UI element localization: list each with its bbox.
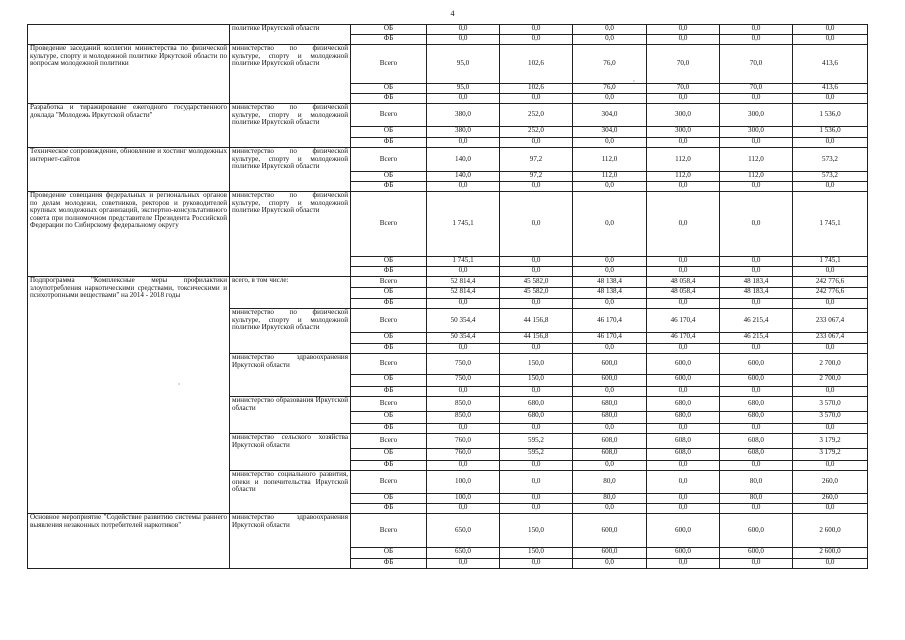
funding-source-cell: ОБ xyxy=(351,288,427,299)
total-value-cell: 0,0 xyxy=(793,461,868,471)
year-value-cell: 0,0 xyxy=(720,344,793,354)
year-value-cell: 595,2 xyxy=(500,434,573,449)
year-value-cell: 680,0 xyxy=(647,412,720,424)
funding-source-cell: ФБ xyxy=(351,182,427,192)
year-value-cell: 52 814,4 xyxy=(427,288,500,299)
year-value-cell: 112,0 xyxy=(573,172,647,182)
year-value-cell: 0,0 xyxy=(573,35,647,45)
funding-source-cell: ОБ xyxy=(351,375,427,387)
year-value-cell: 608,0 xyxy=(647,434,720,449)
total-value-cell: 3 570,0 xyxy=(793,412,868,424)
year-value-cell: 76,0 xyxy=(573,84,647,94)
year-value-cell: 0,0 xyxy=(720,461,793,471)
year-value-cell: 600,0 xyxy=(720,514,793,548)
total-value-cell: 0,0 xyxy=(793,424,868,434)
year-value-cell: 0,0 xyxy=(427,267,500,277)
year-value-cell: 0,0 xyxy=(720,504,793,514)
funding-source-cell: ФБ xyxy=(351,267,427,277)
year-value-cell: 44 156,8 xyxy=(500,309,573,333)
year-value-cell: 0,0 xyxy=(500,387,573,397)
year-value-cell: 0,0 xyxy=(720,94,793,104)
executor-cell: министерство социального развития, опеки и попечительства Иркутской области xyxy=(230,471,351,514)
funding-source-cell: ОБ xyxy=(351,84,427,94)
year-value-cell: 0,0 xyxy=(500,94,573,104)
year-value-cell: 70,0 xyxy=(720,45,793,84)
table-row xyxy=(28,25,868,35)
year-value-cell: 0,0 xyxy=(647,182,720,192)
executor-cell: министерство по физической культуре, спорту и молодежной политике Иркутской области xyxy=(230,309,351,354)
year-value-cell: 0,0 xyxy=(720,299,793,309)
total-value-cell: 573,2 xyxy=(793,148,868,172)
year-value-cell: 0,0 xyxy=(500,192,573,257)
year-value-cell: 150,0 xyxy=(500,375,573,387)
funding-source-cell: Всего xyxy=(351,104,427,127)
funding-source-cell: ОБ xyxy=(351,257,427,267)
year-value-cell: 48 058,4 xyxy=(647,277,720,288)
year-value-cell: 46 170,4 xyxy=(647,333,720,344)
year-value-cell: 112,0 xyxy=(647,172,720,182)
funding-source-cell: ФБ xyxy=(351,35,427,45)
year-value-cell: 0,0 xyxy=(573,182,647,192)
total-value-cell: 0,0 xyxy=(793,182,868,192)
year-value-cell: 0,0 xyxy=(647,25,720,35)
year-value-cell: 0,0 xyxy=(720,35,793,45)
year-value-cell: 0,0 xyxy=(500,138,573,148)
year-value-cell: 750,0 xyxy=(427,354,500,375)
funding-source-cell: Всего xyxy=(351,514,427,548)
funding-source-cell: ОБ xyxy=(351,494,427,504)
year-value-cell: 595,2 xyxy=(500,449,573,461)
total-value-cell: 0,0 xyxy=(793,138,868,148)
year-value-cell: 0,0 xyxy=(500,25,573,35)
year-value-cell: 0,0 xyxy=(427,94,500,104)
year-value-cell: 680,0 xyxy=(720,397,793,412)
year-value-cell: 650,0 xyxy=(427,548,500,559)
total-value-cell: 1 536,0 xyxy=(793,127,868,138)
executor-cell: всего, в том числе: xyxy=(230,277,351,309)
total-value-cell: 260,0 xyxy=(793,494,868,504)
year-value-cell: 0,0 xyxy=(427,461,500,471)
year-value-cell: 112,0 xyxy=(720,172,793,182)
year-value-cell: 46 215,4 xyxy=(720,309,793,333)
year-value-cell: 0,0 xyxy=(500,424,573,434)
year-value-cell: 252,0 xyxy=(500,127,573,138)
year-value-cell: 0,0 xyxy=(647,344,720,354)
total-value-cell: 242 776,6 xyxy=(793,288,868,299)
year-value-cell: 0,0 xyxy=(573,559,647,569)
year-value-cell: 0,0 xyxy=(427,344,500,354)
year-value-cell: 0,0 xyxy=(647,35,720,45)
year-value-cell: 300,0 xyxy=(720,104,793,127)
executor-cell: министерство по физической культуре, спорту и молодежной политике Иркутской области xyxy=(230,104,351,148)
year-value-cell: 50 354,4 xyxy=(427,333,500,344)
year-value-cell: 0,0 xyxy=(427,25,500,35)
total-value-cell: 0,0 xyxy=(793,267,868,277)
budget-table xyxy=(27,24,868,569)
year-value-cell: 52 814,4 xyxy=(427,277,500,288)
executor-cell: министерство здравоохранения Иркутской области xyxy=(230,514,351,569)
funding-source-cell: Всего xyxy=(351,45,427,84)
funding-source-cell: ФБ xyxy=(351,344,427,354)
year-value-cell: 600,0 xyxy=(647,514,720,548)
year-value-cell: 70,0 xyxy=(647,84,720,94)
year-value-cell: 46 170,4 xyxy=(647,309,720,333)
year-value-cell: 760,0 xyxy=(427,434,500,449)
year-value-cell: 0,0 xyxy=(500,494,573,504)
year-value-cell: 112,0 xyxy=(573,148,647,172)
table-row xyxy=(28,104,868,127)
year-value-cell: 600,0 xyxy=(573,354,647,375)
year-value-cell: 0,0 xyxy=(647,94,720,104)
year-value-cell: 0,0 xyxy=(573,192,647,257)
executor-cell: министерство здравоохранения Иркутской области xyxy=(230,354,351,397)
total-value-cell: 233 067,4 xyxy=(793,333,868,344)
year-value-cell: 0,0 xyxy=(720,192,793,257)
year-value-cell: 300,0 xyxy=(720,127,793,138)
year-value-cell: 0,0 xyxy=(720,387,793,397)
table-row xyxy=(28,514,868,548)
funding-source-cell: ФБ xyxy=(351,424,427,434)
year-value-cell: 97,2 xyxy=(500,148,573,172)
total-value-cell: 0,0 xyxy=(793,299,868,309)
year-value-cell: 1 745,1 xyxy=(427,257,500,267)
total-value-cell: 1 745,1 xyxy=(793,192,868,257)
year-value-cell: 608,0 xyxy=(573,434,647,449)
total-value-cell: 0,0 xyxy=(793,25,868,35)
year-value-cell: 680,0 xyxy=(647,397,720,412)
year-value-cell: 600,0 xyxy=(573,514,647,548)
year-value-cell: 0,0 xyxy=(647,387,720,397)
year-value-cell: 0,0 xyxy=(427,424,500,434)
year-value-cell: 48 138,4 xyxy=(573,288,647,299)
total-value-cell: 2 700,0 xyxy=(793,375,868,387)
total-value-cell: 2 600,0 xyxy=(793,548,868,559)
year-value-cell: 0,0 xyxy=(427,504,500,514)
funding-source-cell: Всего xyxy=(351,397,427,412)
year-value-cell: 600,0 xyxy=(720,354,793,375)
year-value-cell: 112,0 xyxy=(647,148,720,172)
year-value-cell: 100,0 xyxy=(427,494,500,504)
year-value-cell: 0,0 xyxy=(500,559,573,569)
year-value-cell: 680,0 xyxy=(720,412,793,424)
year-value-cell: 600,0 xyxy=(720,375,793,387)
year-value-cell: 0,0 xyxy=(720,25,793,35)
year-value-cell: 600,0 xyxy=(573,375,647,387)
funding-source-cell: ОБ xyxy=(351,412,427,424)
year-value-cell: 0,0 xyxy=(647,138,720,148)
year-value-cell: 600,0 xyxy=(573,548,647,559)
year-value-cell: 650,0 xyxy=(427,514,500,548)
year-value-cell: 0,0 xyxy=(647,471,720,494)
year-value-cell: 600,0 xyxy=(647,548,720,559)
year-value-cell: 0,0 xyxy=(720,267,793,277)
funding-source-cell: Всего xyxy=(351,354,427,375)
year-value-cell: 80,0 xyxy=(720,494,793,504)
year-value-cell: 150,0 xyxy=(500,354,573,375)
total-value-cell: 260,0 xyxy=(793,471,868,494)
year-value-cell: 850,0 xyxy=(427,412,500,424)
table-row xyxy=(28,192,868,257)
funding-source-cell: ФБ xyxy=(351,461,427,471)
year-value-cell: 0,0 xyxy=(720,138,793,148)
executor-cell: министерство образования Иркутской области xyxy=(230,397,351,434)
year-value-cell: 0,0 xyxy=(647,257,720,267)
year-value-cell: 0,0 xyxy=(573,504,647,514)
year-value-cell: 0,0 xyxy=(500,461,573,471)
executor-cell: министерство по физической культуре, спорту и молодежной политике Иркутской области xyxy=(230,45,351,104)
year-value-cell: 0,0 xyxy=(500,267,573,277)
total-value-cell: 233 067,4 xyxy=(793,309,868,333)
page-number: 4 xyxy=(450,9,455,18)
year-value-cell: 0,0 xyxy=(647,494,720,504)
year-value-cell: 140,0 xyxy=(427,172,500,182)
total-value-cell: 0,0 xyxy=(793,35,868,45)
year-value-cell: 0,0 xyxy=(720,559,793,569)
year-value-cell: 600,0 xyxy=(647,354,720,375)
year-value-cell: 48 183,4 xyxy=(720,277,793,288)
year-value-cell: 76,0 xyxy=(573,45,647,84)
table-row xyxy=(28,277,868,288)
year-value-cell: 45 582,0 xyxy=(500,288,573,299)
funding-source-cell: ФБ xyxy=(351,94,427,104)
year-value-cell: 600,0 xyxy=(720,548,793,559)
year-value-cell: 95,0 xyxy=(427,84,500,94)
funding-source-cell: ФБ xyxy=(351,138,427,148)
year-value-cell: 48 058,4 xyxy=(647,288,720,299)
total-value-cell: 1 745,1 xyxy=(793,257,868,267)
total-value-cell: 0,0 xyxy=(793,94,868,104)
year-value-cell: 608,0 xyxy=(720,449,793,461)
year-value-cell: 0,0 xyxy=(500,344,573,354)
year-value-cell: 0,0 xyxy=(573,344,647,354)
year-value-cell: 680,0 xyxy=(573,397,647,412)
year-value-cell: 0,0 xyxy=(573,424,647,434)
funding-source-cell: Всего xyxy=(351,309,427,333)
year-value-cell: 150,0 xyxy=(500,548,573,559)
year-value-cell: 0,0 xyxy=(500,299,573,309)
year-value-cell: 0,0 xyxy=(647,461,720,471)
year-value-cell: 0,0 xyxy=(647,559,720,569)
total-value-cell: 0,0 xyxy=(793,387,868,397)
year-value-cell: 608,0 xyxy=(720,434,793,449)
year-value-cell: 0,0 xyxy=(427,387,500,397)
year-value-cell: 48 183,4 xyxy=(720,288,793,299)
funding-source-cell: ОБ xyxy=(351,127,427,138)
year-value-cell: 0,0 xyxy=(573,94,647,104)
activity-name-cell: Основное мероприятие "Содействие развитию системы раннего выявления незаконных потребителей наркотиков" xyxy=(28,514,230,569)
year-value-cell: 102,6 xyxy=(500,45,573,84)
year-value-cell: 44 156,8 xyxy=(500,333,573,344)
year-value-cell: 680,0 xyxy=(500,397,573,412)
year-value-cell: 0,0 xyxy=(500,471,573,494)
year-value-cell: 0,0 xyxy=(720,424,793,434)
year-value-cell: 70,0 xyxy=(720,84,793,94)
activity-name-cell: Техническое сопровождение, обновление и хостинг молодежных интернет-сайтов xyxy=(28,148,230,192)
year-value-cell: 46 215,4 xyxy=(720,333,793,344)
year-value-cell: 0,0 xyxy=(500,257,573,267)
total-value-cell: 2 600,0 xyxy=(793,514,868,548)
year-value-cell: 100,0 xyxy=(427,471,500,494)
year-value-cell: 380,0 xyxy=(427,104,500,127)
funding-source-cell: ОБ xyxy=(351,548,427,559)
year-value-cell: 300,0 xyxy=(647,104,720,127)
activity-name-cell: Проведение совещания федеральных и региональных органов по делам молодежи, советников, ректоров и руководителей крупных молодежных организаций, экспертно-консультативного совета при полномочном представителе Президента Российской Федерации по Сибирскому федеральному округу xyxy=(28,192,230,277)
funding-source-cell: ОБ xyxy=(351,333,427,344)
year-value-cell: 760,0 xyxy=(427,449,500,461)
funding-source-cell: ФБ xyxy=(351,504,427,514)
year-value-cell: 80,0 xyxy=(720,471,793,494)
executor-cell: министерство сельского хозяйства Иркутской области xyxy=(230,434,351,471)
year-value-cell: 112,0 xyxy=(720,148,793,172)
year-value-cell: 0,0 xyxy=(427,559,500,569)
funding-source-cell: ОБ xyxy=(351,25,427,35)
year-value-cell: 300,0 xyxy=(647,127,720,138)
year-value-cell: 0,0 xyxy=(427,35,500,45)
year-value-cell: 850,0 xyxy=(427,397,500,412)
year-value-cell: 0,0 xyxy=(427,182,500,192)
funding-source-cell: Всего xyxy=(351,277,427,288)
table-row xyxy=(28,148,868,172)
total-value-cell: 1 536,0 xyxy=(793,104,868,127)
table-row xyxy=(28,45,868,84)
year-value-cell: 0,0 xyxy=(720,182,793,192)
funding-source-cell: Всего xyxy=(351,192,427,257)
year-value-cell: 45 582,0 xyxy=(500,277,573,288)
year-value-cell: 0,0 xyxy=(573,299,647,309)
activity-name-cell xyxy=(28,25,230,45)
year-value-cell: 50 354,4 xyxy=(427,309,500,333)
year-value-cell: 0,0 xyxy=(647,299,720,309)
year-value-cell: 46 170,4 xyxy=(573,333,647,344)
year-value-cell: 0,0 xyxy=(573,138,647,148)
year-value-cell: 0,0 xyxy=(427,138,500,148)
funding-source-cell: ФБ xyxy=(351,299,427,309)
year-value-cell: 608,0 xyxy=(647,449,720,461)
funding-source-cell: Всего xyxy=(351,471,427,494)
total-value-cell: 413,6 xyxy=(793,84,868,94)
year-value-cell: 252,0 xyxy=(500,104,573,127)
year-value-cell: 0,0 xyxy=(427,299,500,309)
year-value-cell: 97,2 xyxy=(500,172,573,182)
total-value-cell: 413,6 xyxy=(793,45,868,84)
total-value-cell: 573,2 xyxy=(793,172,868,182)
year-value-cell: 0,0 xyxy=(647,267,720,277)
year-value-cell: 380,0 xyxy=(427,127,500,138)
year-value-cell: 0,0 xyxy=(500,35,573,45)
year-value-cell: 680,0 xyxy=(573,412,647,424)
total-value-cell: 3 179,2 xyxy=(793,449,868,461)
funding-source-cell: ОБ xyxy=(351,172,427,182)
activity-name-cell: Подпрограмма "Комплексные меры профилактики злоупотребления наркотическими средствами, токсическими и психотропными веществами" на 2014 - 2018 годы xyxy=(28,277,230,514)
year-value-cell: 102,6 xyxy=(500,84,573,94)
executor-cell: министерство по физической культуре, спорту и молодежной политике Иркутской области xyxy=(230,192,351,277)
year-value-cell: 0,0 xyxy=(573,267,647,277)
year-value-cell: 0,0 xyxy=(500,182,573,192)
total-value-cell: 2 700,0 xyxy=(793,354,868,375)
year-value-cell: 95,0 xyxy=(427,45,500,84)
year-value-cell: 70,0 xyxy=(647,45,720,84)
year-value-cell: 0,0 xyxy=(647,192,720,257)
executor-cell: министерство по физической культуре, спорту и молодежной политике Иркутской области xyxy=(230,148,351,192)
year-value-cell: 140,0 xyxy=(427,148,500,172)
year-value-cell: 680,0 xyxy=(500,412,573,424)
funding-source-cell: Всего xyxy=(351,434,427,449)
year-value-cell: 0,0 xyxy=(647,424,720,434)
funding-source-cell: ОБ xyxy=(351,449,427,461)
year-value-cell: 150,0 xyxy=(500,514,573,548)
funding-source-cell: Всего xyxy=(351,148,427,172)
year-value-cell: 304,0 xyxy=(573,127,647,138)
year-value-cell: 1 745,1 xyxy=(427,192,500,257)
funding-source-cell: ФБ xyxy=(351,387,427,397)
executor-cell: политике Иркутской области xyxy=(230,25,351,45)
total-value-cell: 3 179,2 xyxy=(793,434,868,449)
year-value-cell: 80,0 xyxy=(573,494,647,504)
year-value-cell: 0,0 xyxy=(573,257,647,267)
activity-name-cell: Проведение заседаний коллегии министерства по физической культуре, спорту и молодежной политике Иркутской области по вопросам молодежной политики xyxy=(28,45,230,104)
year-value-cell: 0,0 xyxy=(720,257,793,267)
total-value-cell: 3 570,0 xyxy=(793,397,868,412)
year-value-cell: 750,0 xyxy=(427,375,500,387)
year-value-cell: 0,0 xyxy=(573,387,647,397)
year-value-cell: 600,0 xyxy=(647,375,720,387)
total-value-cell: 0,0 xyxy=(793,504,868,514)
year-value-cell: 0,0 xyxy=(647,504,720,514)
funding-source-cell: ФБ xyxy=(351,559,427,569)
year-value-cell: 80,0 xyxy=(573,471,647,494)
total-value-cell: 242 776,6 xyxy=(793,277,868,288)
activity-name-cell: Разработка и тиражирование ежегодного государственного доклада "Молодежь Иркутской области" xyxy=(28,104,230,148)
year-value-cell: 0,0 xyxy=(500,504,573,514)
year-value-cell: 46 170,4 xyxy=(573,309,647,333)
year-value-cell: 0,0 xyxy=(573,25,647,35)
year-value-cell: 48 138,4 xyxy=(573,277,647,288)
year-value-cell: 608,0 xyxy=(573,449,647,461)
year-value-cell: 0,0 xyxy=(573,461,647,471)
total-value-cell: 0,0 xyxy=(793,559,868,569)
total-value-cell: 0,0 xyxy=(793,344,868,354)
year-value-cell: 304,0 xyxy=(573,104,647,127)
